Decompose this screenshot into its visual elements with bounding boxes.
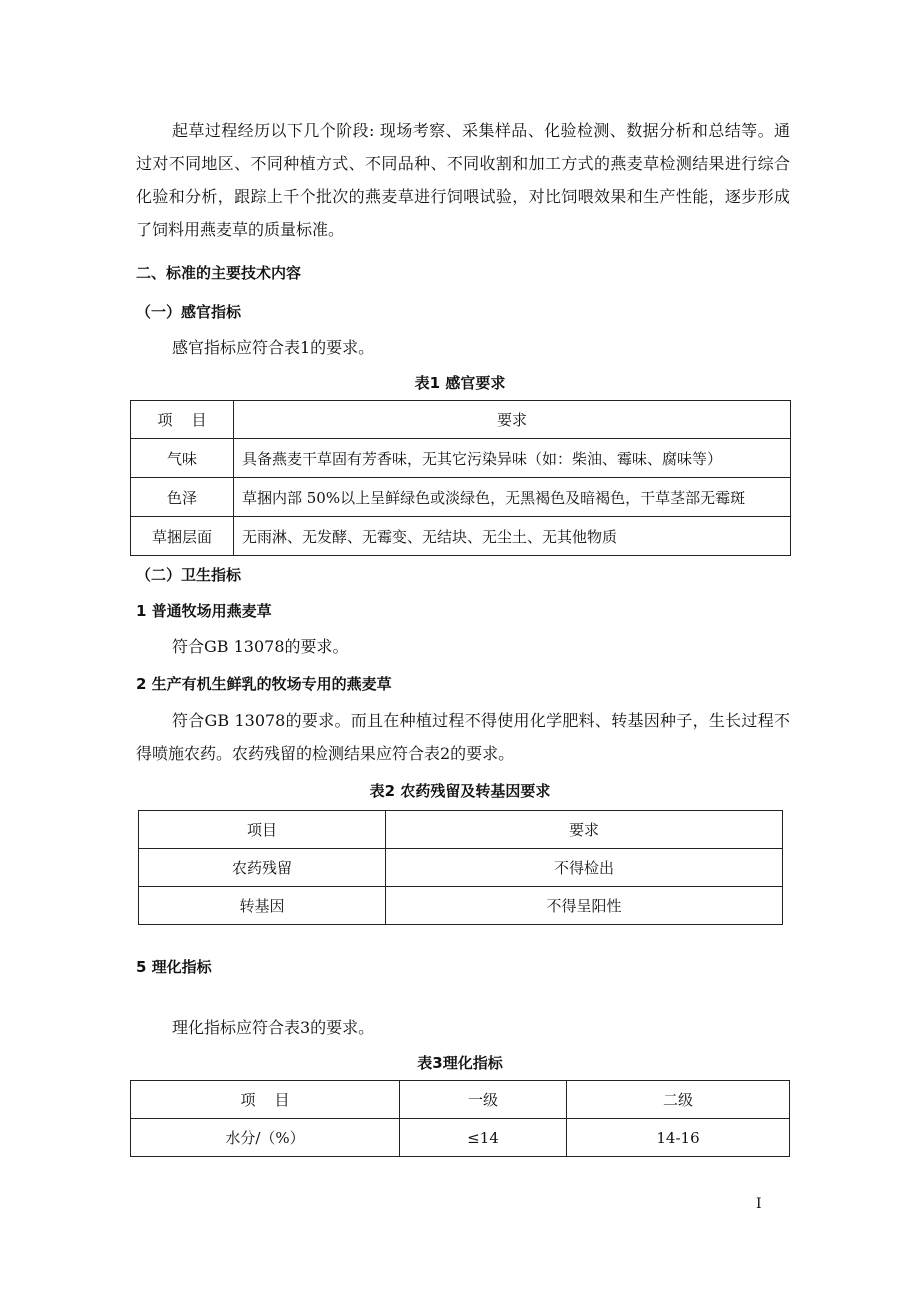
- header-item: 项 目: [131, 401, 234, 439]
- physchem-heading: 5 理化指标: [136, 958, 212, 976]
- hygiene-sub1-title: 1 普通牧场用燕麦草: [136, 602, 272, 620]
- row-item: 气味: [131, 439, 234, 478]
- header-grade1: 一级: [400, 1081, 567, 1119]
- hygiene-heading: （二）卫生指标: [136, 566, 242, 584]
- table-header-row: [131, 1081, 790, 1119]
- row-item: 农药残留: [139, 849, 386, 887]
- intro-paragraph: 起草过程经历以下几个阶段: 现场考察、采集样品、化验检测、数据分析和总结等。通过对不同地区、不同种植方式、不同品种、不同收割和加工方式的燕麦草检测结果进行综合化验和分析，跟踪上千个批次的燕麦草进行饲喂试验，对比饲喂效果和生产性能，逐步形成了饲料用燕麦草的质量标准。: [136, 121, 790, 239]
- row-item: 水分/（%）: [131, 1119, 400, 1157]
- hygiene-sub1-text: 符合GB 13078的要求。: [172, 637, 349, 656]
- row-item: 草捆层面: [131, 517, 234, 556]
- header-item: 项 目: [131, 1081, 400, 1119]
- table-row: [131, 517, 791, 556]
- row-req: 草捆内部 50%以上呈鲜绿色或淡绿色，无黑褐色及暗褐色，干草茎部无霉斑: [234, 478, 791, 517]
- table-header-row: [139, 811, 783, 849]
- table-header-row: [131, 401, 791, 439]
- sensory-table: [130, 400, 791, 556]
- hygiene-sub2-title: 2 生产有机生鲜乳的牧场专用的燕麦草: [136, 675, 392, 693]
- sensory-text: 感官指标应符合表1的要求。: [172, 338, 375, 357]
- table-row: [131, 1119, 790, 1157]
- row-grade2: 14-16: [567, 1119, 790, 1157]
- header-req: 要求: [234, 401, 791, 439]
- header-req: 要求: [386, 811, 783, 849]
- hygiene-sub2-text: 符合GB 13078的要求。而且在种植过程不得使用化学肥料、转基因种子，生长过程不得喷施农药。农药残留的检测结果应符合表2的要求。: [136, 711, 790, 763]
- row-grade1: ≤14: [400, 1119, 567, 1157]
- table1-caption: 表1 感官要求: [414, 374, 506, 392]
- pesticide-table: [138, 810, 783, 925]
- row-req: 无雨淋、无发酵、无霉变、无结块、无尘土、无其他物质: [234, 517, 791, 556]
- physchem-text: 理化指标应符合表3的要求。: [172, 1018, 375, 1037]
- header-item: 项目: [139, 811, 386, 849]
- table-row: [131, 478, 791, 517]
- row-item: 色泽: [131, 478, 234, 517]
- table-row: [139, 887, 783, 925]
- table-row: [139, 849, 783, 887]
- header-grade2: 二级: [567, 1081, 790, 1119]
- physchem-table: [130, 1080, 790, 1157]
- section-title: 二、标准的主要技术内容: [136, 264, 302, 282]
- row-req: 不得呈阳性: [386, 887, 783, 925]
- page-number: I: [756, 1196, 762, 1212]
- row-req: 具备燕麦干草固有芳香味，无其它污染异味（如：柴油、霉味、腐味等）: [234, 439, 791, 478]
- row-req: 不得检出: [386, 849, 783, 887]
- table3-caption: 表3理化指标: [417, 1054, 503, 1072]
- sensory-heading: （一）感官指标: [136, 303, 242, 321]
- table2-caption: 表2 农药残留及转基因要求: [369, 782, 551, 800]
- table-row: [131, 439, 791, 478]
- row-item: 转基因: [139, 887, 386, 925]
